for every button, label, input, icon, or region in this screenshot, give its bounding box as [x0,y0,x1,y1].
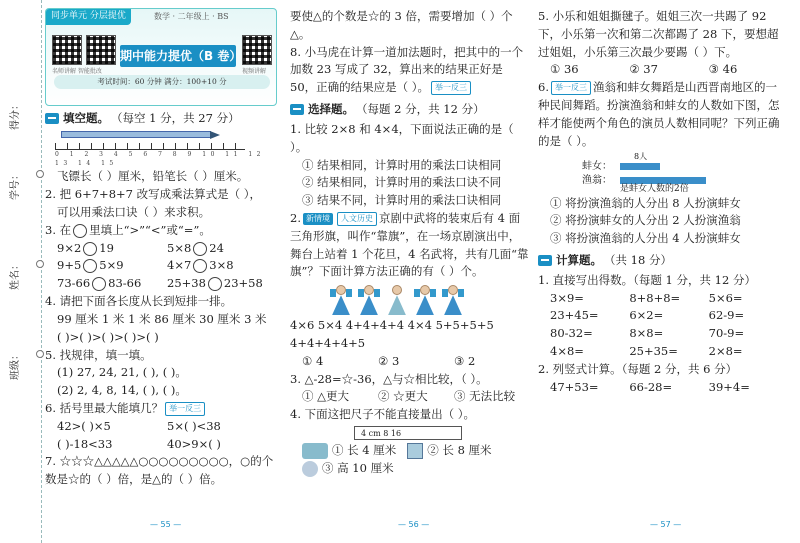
max-fill-item[interactable]: 40>9×( ) [167,436,221,451]
question-7: 7. ☆☆☆△△△△△○○○○○○○○○，○的个数是☆的（ ）倍，是△的（ ）倍。 [45,454,274,487]
section-note: （每空 1 分，共 27 分） [111,111,240,125]
choice-2: 2. 新情境 人文历史 京剧中武将的装束后有 4 面三角形旗，叫作“靠旗”，在一场京剧演出中，舞台上站着 1 个花旦，4 名武将，共有几面“靠旗”？下面计算方法正确的有（ ）个。 [290,210,529,279]
compare-circle-icon[interactable] [193,259,207,273]
page-55 [45,8,277,489]
qr-code-icon[interactable] [242,35,272,65]
section-title: 计算题。 [556,252,602,267]
eraser-icon [302,443,328,459]
section-icon [290,104,304,115]
right-expr: 19 [99,240,114,255]
max-fill-item[interactable]: 42>( )×5 [57,418,111,433]
section-icon [45,113,59,124]
section-calc [538,252,788,270]
calc-item[interactable]: 5×6= [708,290,743,305]
comparison-cell [167,257,277,275]
right-expr: 24 [209,240,224,255]
compare-circle-icon[interactable] [83,242,97,256]
right-expr: 23+58 [223,276,263,291]
opera-figures [330,285,530,315]
page-number: — 57 — [650,520,682,529]
warrior-figure-icon [358,285,380,315]
option-item[interactable]: ② ☆更大 [378,389,428,404]
calc-row [550,343,788,361]
calc-item[interactable]: 80-32= [550,326,593,341]
calc-options: 4×6 5×4 4+4+4+4 4×4 5+5+5+5 4+4+4+4+5 [290,318,494,350]
option-item[interactable]: ③ 2 [454,353,476,368]
max-fill-item[interactable]: ( )-18<33 [57,436,113,451]
comparison-cell [167,275,277,293]
ruler-label: 4 cm 8 16 [361,429,402,439]
max-fill-row [45,418,277,436]
class-label: 班级： [10,350,21,380]
calc-item[interactable]: 70-9= [708,326,745,341]
left-expr: 5×8 [167,240,192,255]
vertical-calc-item[interactable]: 47+53= [550,379,599,394]
culture-tag: 人文历史 [337,212,377,226]
binding-hole [36,260,44,268]
option-item[interactable]: ② 3 [378,353,400,368]
question-6: 6. 括号里最大能填几？ 举一反三 [45,400,277,418]
left-expr: 9×2 [57,240,82,255]
option-item[interactable]: ③ 将扮演渔翁的人分出 4 人扮演蚌女 [550,231,741,246]
calc-2: 2. 列竖式计算。（每题 2 分，共 6 分） [538,361,738,376]
practice-tag: 举一反三 [551,81,591,95]
name-label: 姓名： [10,260,21,290]
comparison-grid [45,240,277,293]
left-expr: 73-66 [57,276,91,291]
option-item[interactable]: ① 将扮演渔翁的人分出 8 人扮演蚌女 [550,195,741,210]
left-expr: 4×7 [167,258,192,273]
mental-calc-grid [538,290,788,361]
calc-row [550,307,788,325]
choice-1-options [290,157,530,210]
option-item[interactable]: ① 结果相同，计算时用的乘法口诀相同 [302,157,502,172]
score-label: 得分： [10,100,21,130]
calc-item[interactable]: 8×8= [629,326,664,341]
student-id-label: 学号： [10,170,21,200]
question-1: 飞镖长（ ）厘米，铅笔长（ ）厘米。 [57,169,249,184]
pattern-b[interactable]: (2) 2, 4, 8, 14, ( ), ( )。 [57,383,187,398]
calc-item[interactable]: 2×8= [708,344,743,358]
calc-item[interactable]: 62-9= [708,308,745,323]
vertical-calc-item[interactable]: 39+4= [708,379,750,394]
comparison-cell [57,275,167,293]
option-item[interactable]: ③ 无法比较 [454,389,516,404]
bar-label-b: 渔翁： [582,174,612,186]
option-item[interactable]: ③ 结果不同，计算时用的乘法口诀相同 [302,193,502,208]
calc-item[interactable]: 3×9= [550,290,584,305]
option-item[interactable]: ① 4 [302,353,324,368]
calc-item[interactable]: 4×8= [550,344,584,358]
circle-icon [73,224,87,238]
pencil-box-icon [407,443,423,459]
warrior-figure-icon [442,285,464,315]
warrior-figure-icon [330,285,352,315]
bar-top-label: 8人 [634,151,648,161]
binding-hole [36,170,44,178]
exam-info: 考试时间：60 分钟 满分：100+10 分 [54,75,270,89]
max-fill-row [45,436,277,454]
choice-5-options [538,61,788,79]
pencil-icon [61,131,211,138]
question-2: 2. 把 6+7+8+7 改写成乘法算式是（ ）， [45,187,262,202]
practice-tag: 举一反三 [165,402,205,416]
calc-row [550,325,788,343]
page-57 [538,8,788,396]
calc-item[interactable]: 6×2= [629,308,664,323]
order-blanks[interactable]: ( )>( )>( )>( )>( ) [57,329,159,344]
exam-title: 期中能力提优（B 卷） [120,45,236,67]
pattern-a[interactable]: (1) 27, 24, 21, ( ), ( )。 [57,365,187,380]
choice-3: 3. △-28=☆-36，△与☆相比较，（ ）。 [290,371,488,386]
page-number: — 56 — [398,520,430,529]
doll-icon [302,461,318,477]
choice-5: 5. 小乐和姐姐撕毽子。姐姐三次一共踢了 92 下，小乐第一次和第二次都踢了 28 下，要想超过姐姐，小乐第三次最少要踢（ ）下。 [538,9,779,59]
qr-code-icon[interactable] [52,35,82,65]
compare-circle-icon[interactable] [193,242,207,256]
comparison-cell [57,257,167,275]
binding-margin [0,0,42,543]
question-5: 5. 找规律，填一填。 [45,347,152,362]
pencil-ruler-figure [55,130,245,150]
choice-6: 6. 举一反三 渔翁和蚌女舞蹈是山西晋南地区的一种民间舞蹈。扮演渔翁和蚌女的人数如下图，怎样才能使两个角色的演员人数相同呢？下列正确的是（ ）。 [538,80,780,148]
vertical-calc-item[interactable]: 66-28= [629,379,673,394]
max-fill-item[interactable]: 5×( )<38 [167,418,221,433]
calc-item[interactable]: 8+8+8= [629,290,681,305]
right-expr: 3×8 [209,258,234,273]
choice-3-options [290,388,530,406]
section-title: 填空题。 [63,111,109,125]
section-title: 选择题。 [308,102,354,117]
section-icon [538,255,552,266]
question-2-cont: 可以用乘法口诀（ ）来求积。 [57,205,211,220]
comparison-cell [167,240,277,258]
calc-row [550,290,788,308]
comparison-row [45,257,277,275]
bar-shell-girl [620,163,660,170]
bar-diagram [582,153,788,193]
qr-code-icon[interactable] [86,35,116,65]
vertical-calc-row [538,379,788,397]
option-item[interactable]: ② 37 [629,62,658,77]
qr-caption: 视频讲解 [242,68,267,75]
choice-2-options [290,353,530,371]
option-item[interactable]: ① 36 [550,62,579,77]
question-4: 4. 请把下面各长度从长到短排一排。 [45,294,233,309]
choice-1: 1. 比较 2×8 和 4×4，下面说法正确的是（ ）。 [290,121,514,154]
section-note: （每题 2 分，共 12 分） [356,102,485,117]
ruler-numbers: 0 1 2 3 4 5 6 7 8 9 10 11 12 13 14 15 [55,150,265,168]
option-item[interactable]: ② 将扮演蚌女的人分出 2 人扮演渔翁 [550,213,741,228]
choice-4: 4. 下面这把尺子不能直接量出（ ）。 [290,407,476,422]
option-item[interactable]: ② 结果相同，计算时用的乘法口诀不同 [302,175,502,190]
new-context-tag: 新情境 [303,213,333,225]
max-fill-grid [45,418,277,454]
page-56 [290,8,530,478]
subject-label: 数学 · 二年级上 · BS [154,12,229,21]
section-fill-blank [45,110,277,128]
question-3: 3. 在 里填上“>”“<”或“=”。 [45,222,211,237]
ruler-ticks [55,143,245,149]
actress-figure-icon [386,285,408,315]
comparison-cell [57,240,167,258]
warrior-figure-icon [414,285,436,315]
question-8: 8. 小马虎在计算一道加法题时，把其中的一个加数 23 写成了 32，算出来的结果正好是 50，正确的结果应是（ ）。 举一反三 [290,44,524,95]
choice-6-options [538,195,788,248]
unit-tag: 同步单元 分层提优 [46,9,131,25]
bar-label-a: 蚌女： [582,160,612,172]
left-expr: 25+38 [167,276,206,291]
choice-4-options: ① 长 4 厘米 ② 长 8 厘米 ③ 高 10 厘米 [290,442,530,478]
binding-hole [36,350,44,358]
section-note: （共 18 分） [604,252,672,267]
calc-item[interactable]: 23+45= [550,308,599,323]
calc-1: 1. 直接写出得数。（每题 1 分，共 12 分） [538,272,756,287]
exam-header [45,8,277,106]
section-choice [290,101,530,119]
qr-caption: 名师讲解 智能批改 [52,68,102,75]
lengths-list: 99 厘米 1 米 1 米 86 厘米 30 厘米 3 米 [57,311,267,326]
bar-note: 是蚌女人数的2倍 [620,183,689,194]
calc-item[interactable]: 25+35= [629,344,678,358]
compare-circle-icon[interactable] [208,277,222,291]
compare-circle-icon[interactable] [92,277,106,291]
practice-tag: 举一反三 [431,81,471,95]
comparison-row [45,240,277,258]
comparison-row [45,275,277,293]
page-number: — 55 — [150,520,182,529]
compare-circle-icon[interactable] [83,259,97,273]
left-expr: 9+5 [57,258,82,273]
option-item[interactable]: ③ 46 [708,62,738,77]
right-expr: 83-66 [108,276,142,291]
question-7-cont: 要使△的个数是☆的 3 倍，需要增加（ ）个△。 [290,9,513,41]
option-item[interactable]: ① △更大 [302,389,349,404]
right-expr: 5×9 [99,258,124,273]
broken-ruler-figure [354,426,462,440]
